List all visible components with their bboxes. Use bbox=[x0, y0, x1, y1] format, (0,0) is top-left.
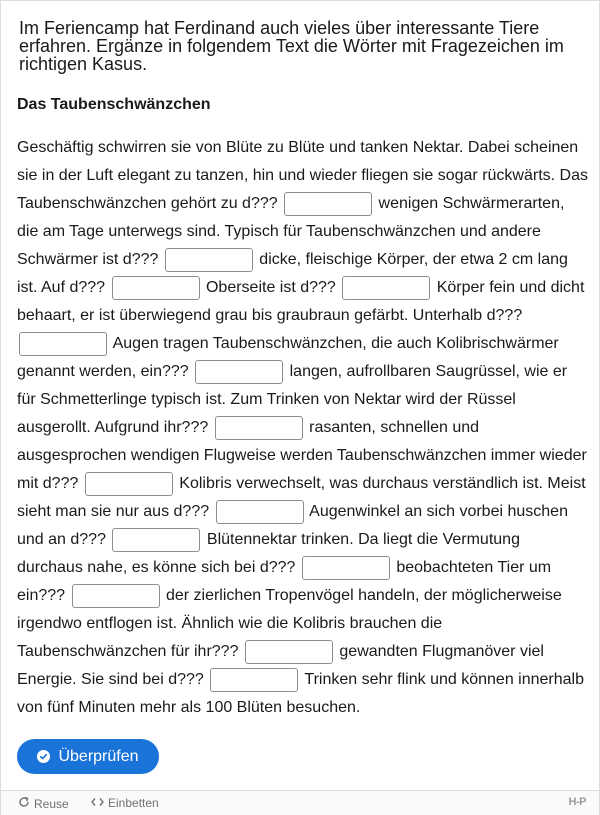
gap-input-14[interactable] bbox=[210, 668, 298, 692]
text-segment: beobachteten Tier um ein??? bbox=[17, 559, 552, 604]
reuse-button[interactable] bbox=[18, 796, 69, 811]
gap-input-1[interactable] bbox=[284, 192, 372, 216]
text-segment: Trinken sehr flink und können innerhalb von fünf Minuten mehr als 100 Blüten besuchen. bbox=[17, 671, 584, 716]
gap-input-3[interactable] bbox=[112, 276, 200, 300]
h5p-logo: H-P bbox=[568, 796, 586, 808]
text-segment: Augenwinkel an sich vorbei huschen und an d??? bbox=[17, 503, 568, 548]
text-segment: Geschäftig schwirren sie von Blüte zu Blüte und tanken Nektar. Dabei scheinen sie in der Luft elegant zu tanzen, hin und wieder fliegen sie sogar rückwärts. Das Taubenschwänzchen gehört zu d??? bbox=[17, 139, 588, 212]
gap-input-7[interactable] bbox=[215, 416, 303, 440]
text-segment: der zierlichen Tropenvögel handeln, der möglicherweise irgendwo entflogen ist. Ähnlich wie die Kolibris brauchen die Taubenschwänzchen für ihr??? bbox=[17, 587, 562, 660]
text-heading: Das Taubenschwänzchen bbox=[17, 96, 211, 113]
task-instructions: Im Feriencamp hat Ferdinand auch vieles über interessante Tiere erfahren. Ergänze in folgendem Text die Wörter mit Fragezeichen im richtigen Kasus. bbox=[19, 18, 564, 74]
gap-input-4[interactable] bbox=[342, 276, 430, 300]
text-segment: dicke, fleischige Körper, der etwa 2 cm lang ist. Auf d??? bbox=[17, 251, 568, 296]
embed-label: Einbetten bbox=[108, 796, 159, 810]
text-segment: langen, aufrollbaren Saugrüssel, wie er für Schmetterlinge typisch ist. Zum Trinken von Nektar wird der Rüssel ausgerollt. Aufgrund ihr??? bbox=[17, 363, 568, 436]
gap-input-12[interactable] bbox=[72, 584, 160, 608]
reuse-icon bbox=[18, 796, 30, 811]
text-segment: rasanten, schnellen und ausgesprochen wendigen Flugweise werden Taubenschwänzchen immer wieder mit d??? bbox=[17, 419, 587, 492]
gap-input-2[interactable] bbox=[165, 248, 253, 272]
gap-input-10[interactable] bbox=[112, 528, 200, 552]
cloze-text bbox=[17, 134, 589, 722]
text-segment: Körper fein und dicht behaart, er ist überwiegend grau bis graubraun gefärbt. Unterhalb d??? bbox=[17, 279, 585, 324]
check-button[interactable] bbox=[17, 739, 159, 774]
check-circle-icon bbox=[37, 750, 50, 763]
check-button-label: Überprüfen bbox=[58, 747, 139, 765]
text-segment: Blütennektar trinken. Da liegt die Vermutung durchaus nahe, es könne sich bei d??? bbox=[17, 531, 520, 576]
text-segment: Kolibris verwechselt, was durchaus verständlich ist. Meist sieht man sie nur aus d??? bbox=[17, 475, 586, 520]
gap-input-9[interactable] bbox=[216, 500, 304, 524]
embed-button[interactable] bbox=[91, 796, 159, 810]
gap-input-8[interactable] bbox=[85, 472, 173, 496]
text-segment: gewandten Flugmanöver viel Energie. Sie sind bei d??? bbox=[17, 643, 544, 688]
gap-input-6[interactable] bbox=[195, 360, 283, 384]
text-segment: wenigen Schwärmerarten, die am Tage unterwegs sind. Typisch für Taubenschwänzchen und andere Schwärmer ist d??? bbox=[17, 195, 565, 268]
code-icon bbox=[91, 796, 104, 810]
footer-bar bbox=[1, 790, 599, 815]
text-segment: Augen tragen Taubenschwänzchen, die auch Kolibrischwärmer genannt werden, ein??? bbox=[17, 335, 559, 380]
gap-input-11[interactable] bbox=[302, 556, 390, 580]
gap-input-13[interactable] bbox=[245, 640, 333, 664]
text-segment: Oberseite ist d??? bbox=[205, 279, 336, 296]
reuse-label: Reuse bbox=[34, 796, 69, 811]
gap-input-5[interactable] bbox=[19, 332, 107, 356]
